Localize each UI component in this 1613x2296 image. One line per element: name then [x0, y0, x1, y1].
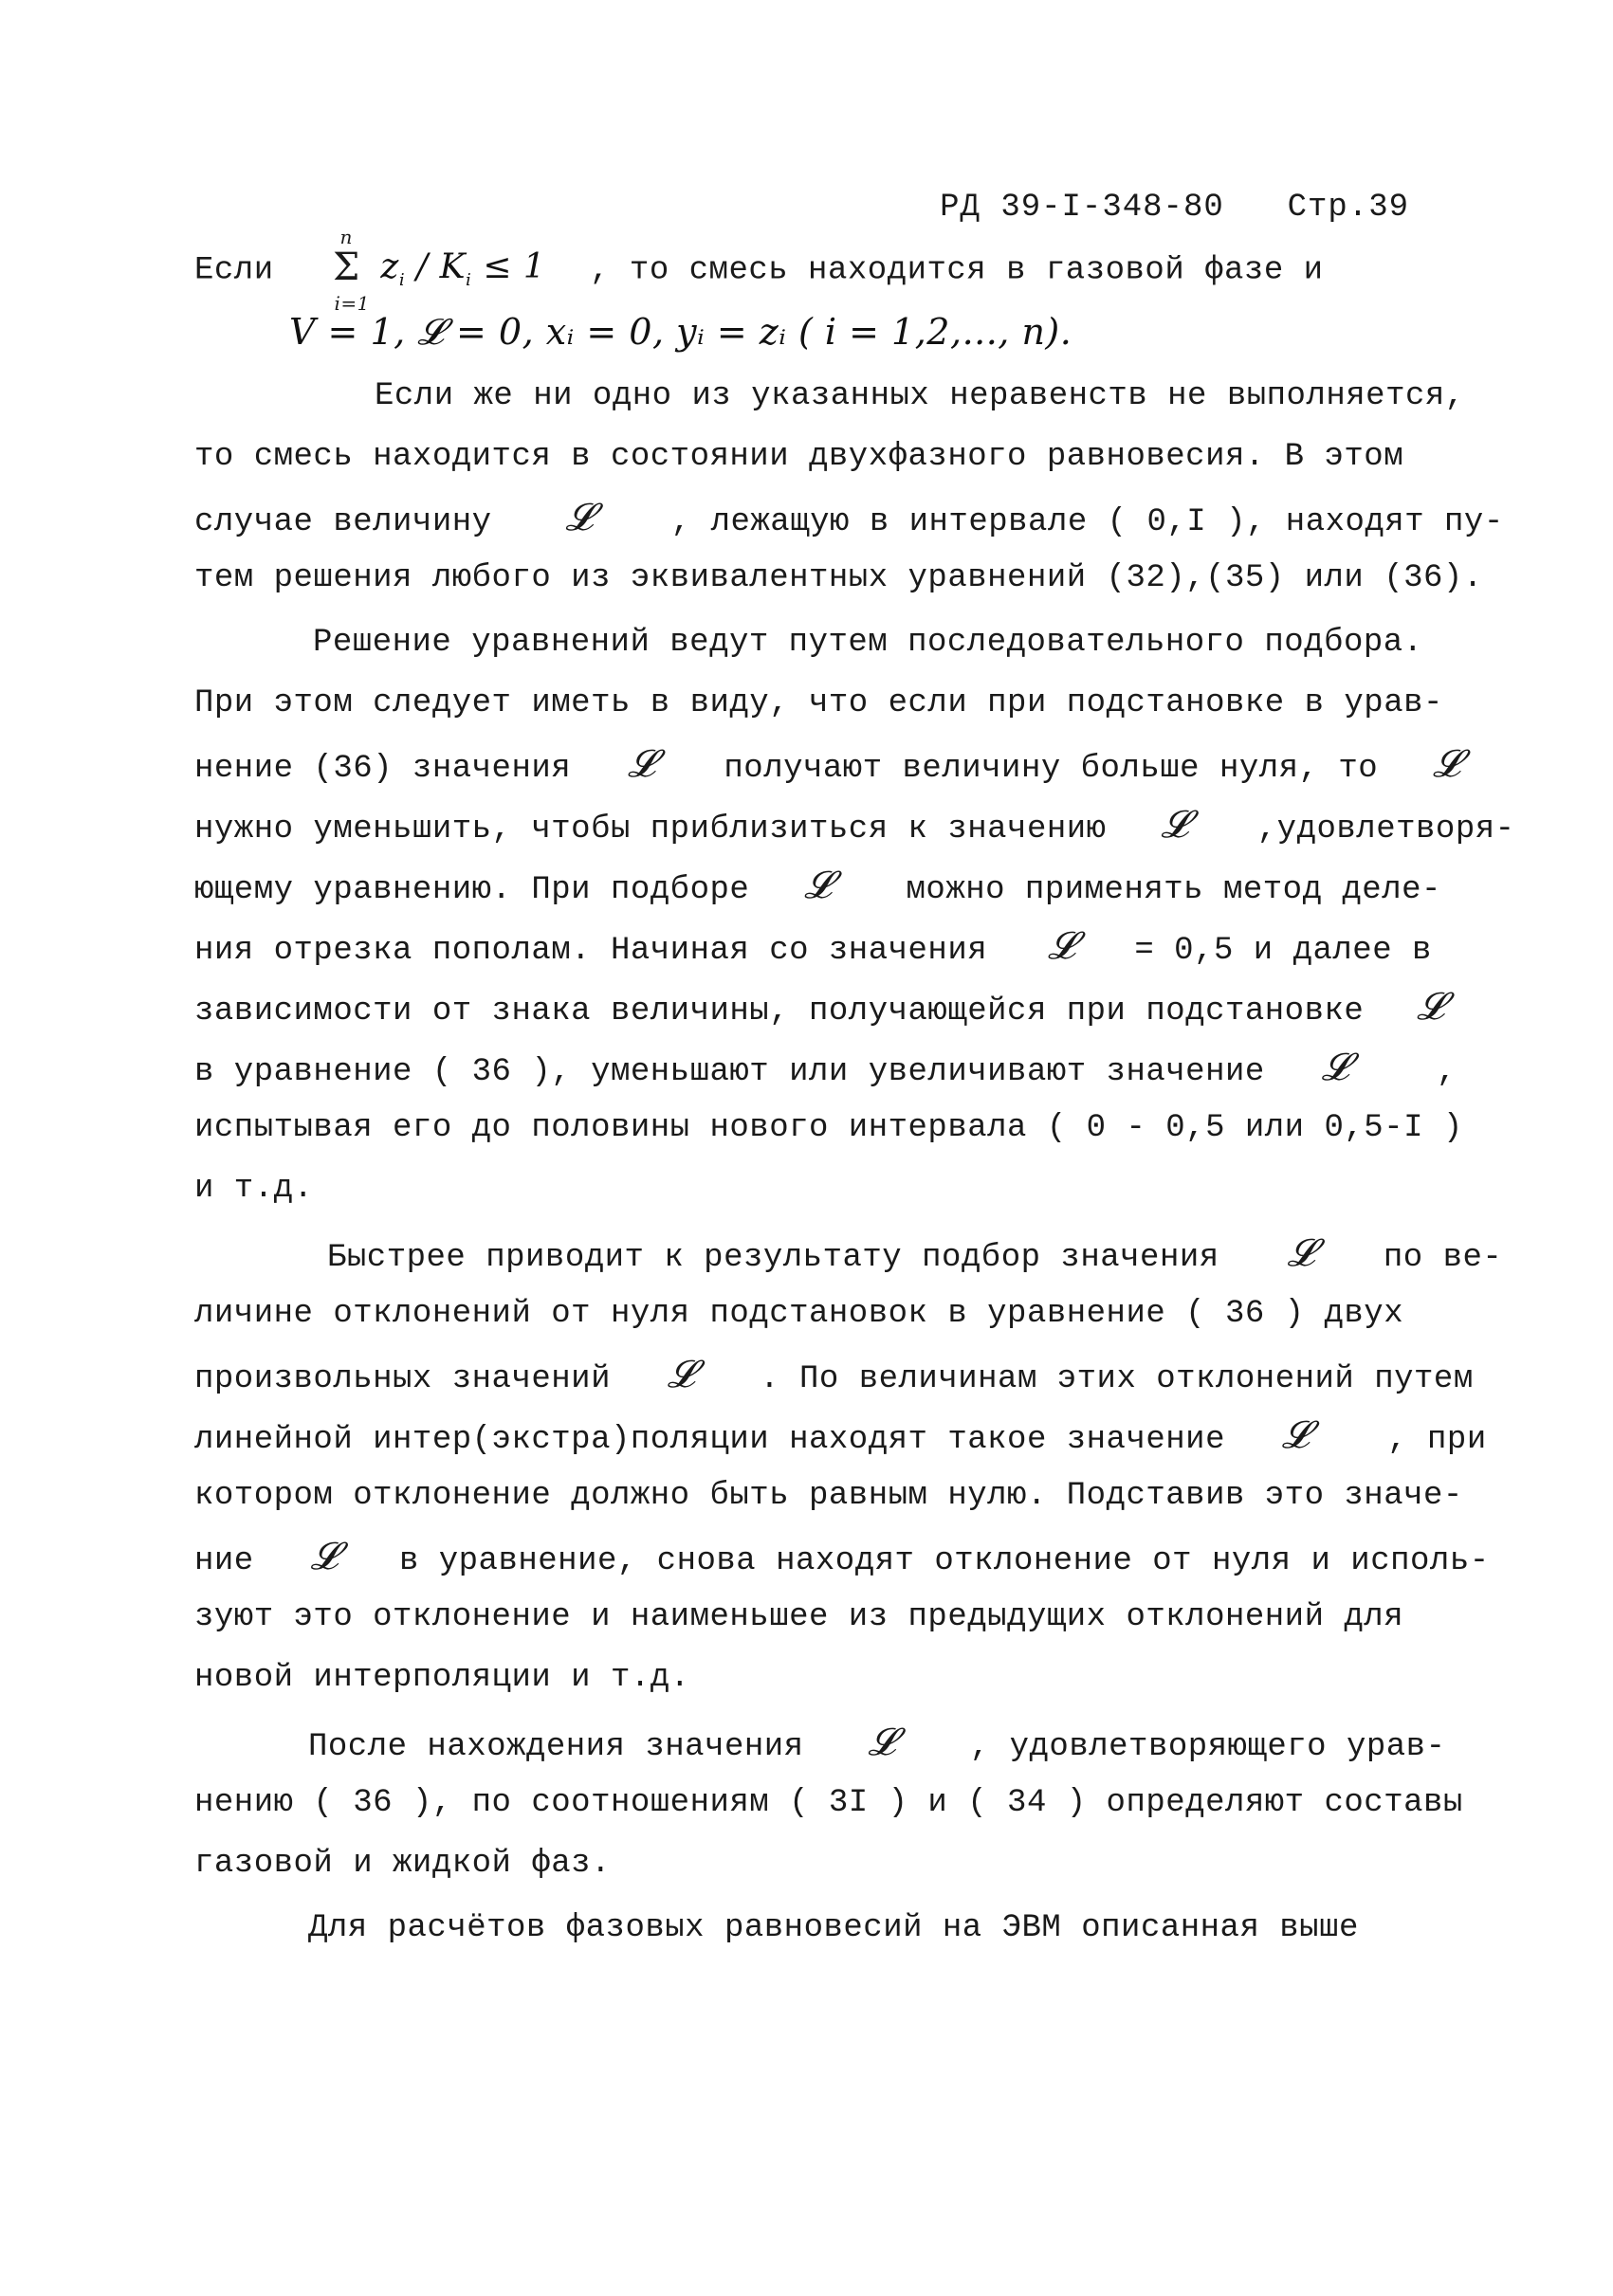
symbol-l: 𝓛	[627, 742, 656, 786]
text-line: то смесь находится в состоянии двухфазного равновесия. В этом	[194, 439, 1404, 475]
text-line: нению ( 36 ), по соотношениям ( 3I ) и ( 34 ) определяют составы	[194, 1785, 1463, 1821]
symbol-l: 𝓛	[868, 1721, 896, 1764]
page-number: Стр.39	[1287, 190, 1409, 226]
text-line: в уравнение ( 36 ), уменьшают или увеличивают значение 𝓛 ,	[194, 1046, 1457, 1090]
formula-expression: $z_i / K_i \le 1$	[380, 247, 546, 291]
text-line: Решение уравнений ведут путем последовательного подбора.	[313, 625, 1423, 661]
symbol-l: 𝓛	[1433, 742, 1461, 786]
text-line: ния отрезка пополам. Начиная со значения 𝓛 = 0,5 и далее в	[194, 924, 1432, 969]
formula-text: , то смесь находится в газовой фазе и	[590, 252, 1324, 289]
conditions-line: V = 1, 𝓛 = 0, xᵢ = 0, yᵢ = zᵢ ( i = 1,2,..., n).	[289, 311, 1072, 353]
symbol-l: 𝓛	[1281, 1413, 1311, 1457]
page-header	[940, 190, 1409, 226]
text-line: газовой и жидкой фаз.	[194, 1846, 611, 1882]
text-line: Для расчётов фазовых равновесий на ЭВМ описанная выше	[308, 1910, 1359, 1946]
symbol-l: 𝓛	[1321, 1046, 1350, 1089]
symbol-l: 𝓛	[1287, 1231, 1316, 1275]
document-code: РД 39-I-348-80	[940, 190, 1224, 226]
text-line: зависимости от знака величины, получающейся при подстановке 𝓛	[194, 985, 1445, 1030]
symbol-l: 𝓛	[1047, 924, 1076, 968]
text-line: личине отклонений от нуля подстановок в уравнение ( 36 ) двух	[194, 1296, 1404, 1332]
text-line: Быстрее приводит к результату подбор значения 𝓛 по ве-	[327, 1231, 1503, 1276]
text-line: После нахождения значения 𝓛 , удовлетворяющего урав-	[308, 1721, 1446, 1765]
symbol-l: 𝓛	[804, 864, 833, 907]
text-line: зуют это отклонение и наименьшее из предыдущих отклонений для	[194, 1599, 1404, 1635]
text-line: нение (36) значения 𝓛 получают величину больше нуля, то 𝓛	[194, 742, 1461, 787]
text-line: котором отклонение должно быть равным нулю. Подставив это значе-	[194, 1478, 1463, 1514]
symbol-l: 𝓛	[565, 496, 594, 539]
formula-line	[194, 226, 1324, 315]
if-word: Если	[194, 252, 274, 289]
symbol-l: 𝓛	[310, 1535, 339, 1578]
text-line: случае величину 𝓛 , лежащую в интервале ( 0,I ), находят пу-	[194, 496, 1504, 540]
symbol-l: 𝓛	[667, 1353, 696, 1396]
text-line: тем решения любого из эквивалентных уравнений (32),(35) или (36).	[194, 560, 1483, 596]
text-line: новой интерполяции и т.д.	[194, 1660, 690, 1696]
text-line: ющему уравнению. При подборе 𝓛 можно применять метод деле-	[194, 864, 1441, 908]
text-line: нужно уменьшить, чтобы приблизиться к значению 𝓛 ,удовлетворя-	[194, 803, 1515, 847]
text-line: Если же ни одно из указанных неравенств не выполняется,	[375, 378, 1465, 414]
text-line: произвольных значений 𝓛 . По величинам этих отклонений путем	[194, 1353, 1474, 1397]
text-line: линейной интер(экстра)поляции находят такое значение 𝓛 , при	[194, 1413, 1487, 1458]
symbol-l: 𝓛	[1161, 803, 1189, 847]
text-line: испытывая его до половины нового интервала ( 0 - 0,5 или 0,5-I )	[194, 1110, 1463, 1146]
symbol-l: 𝓛	[1417, 985, 1445, 1029]
sum-symbol: n Σ i=1	[333, 226, 370, 315]
text-line: и т.д.	[194, 1171, 314, 1207]
text-line: При этом следует иметь в виду, что если при подстановке в урав-	[194, 685, 1443, 721]
text-line: ние 𝓛 в уравнение, снова находят отклонение от нуля и исполь-	[194, 1535, 1490, 1579]
